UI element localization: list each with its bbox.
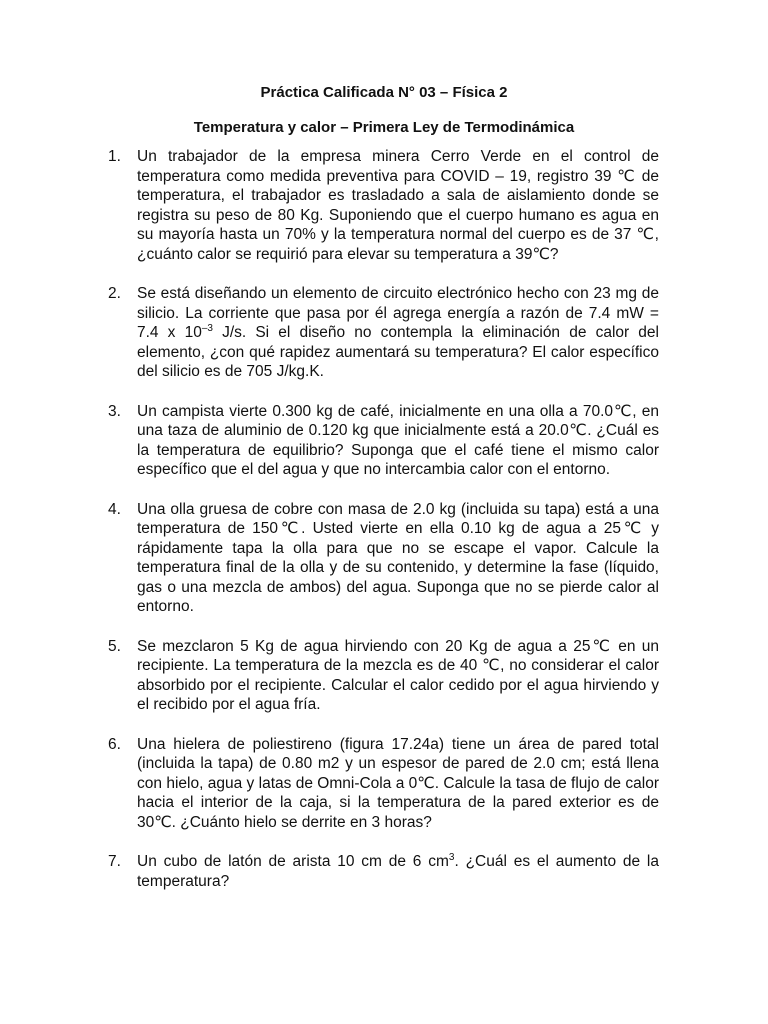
problem-text: Se mezclaron 5 Kg de agua hirviendo con 20 Kg de agua a 25℃ en un recipiente. La temperatura de la mezcla es de 40 ℃, no considerar el calor absorbido por el recipiente. Calcular el calor cedido por el agua hirviendo y el recibido por el agua fría. bbox=[137, 637, 659, 713]
problem-number: 4. bbox=[108, 500, 121, 518]
problem-number: 7. bbox=[108, 853, 121, 870]
problem-text: Una olla gruesa de cobre con masa de 2.0 kg (incluida su tapa) está a una temperatura de 150℃. Usted vierte en ella 0.10 kg de agua a 25℃ y rápidamente tapa la olla para que no se escape el vapor. Calcule la temperatura final de la olla y de su contenido, y determine la fase (líquido, gas o una mezcla de ambos) del agua. Suponga que no se pierde calor al entorno. bbox=[137, 500, 659, 615]
problem-number: 3. bbox=[108, 402, 121, 420]
problem-item-5 bbox=[108, 637, 659, 715]
problem-item-4 bbox=[108, 500, 659, 617]
exponent: 3 bbox=[448, 851, 455, 863]
problem-item-7 bbox=[108, 852, 659, 891]
problem-list bbox=[108, 147, 659, 911]
document-subtitle: Temperatura y calor – Primera Ley de Termodinámica bbox=[193, 119, 575, 136]
problem-item-2 bbox=[108, 284, 659, 382]
problem-text: Una hielera de poliestireno (figura 17.24a) tiene un área de pared total (incluida la tapa) de 0.80 m2 y un espesor de pared de 2.0 cm; está llena con hielo, agua y latas de Omni-Cola a 0℃. Calcule la tasa de flujo de calor hacia el interior de la caja, si la temperatura de la pared exterior es de 30℃. ¿Cuánto hielo se derrite en 3 horas? bbox=[137, 735, 659, 831]
document-title: Práctica Calificada N° 03 – Física 2 bbox=[260, 84, 508, 101]
problem-text: Un trabajador de la empresa minera Cerro Verde en el control de temperatura como medida preventiva para COVID – 19, registro 39 ℃ de temperatura, el trabajador es trasladado a sala de aislamiento donde se registra su peso de 80 Kg. Suponiendo que el cuerpo humano es agua en su mayoría hasta un 70% y la temperatura normal del cuerpo es de 37 ℃, ¿cuánto calor se requirió para elevar su temperatura a 39℃? bbox=[137, 148, 659, 263]
problem-text-part: Se está diseñando un elemento de circuito electrónico hecho con 23 mg de silicio. La corriente que pasa por él agrega energía a razón de 7.4 mW = 7.4 x 10 bbox=[137, 285, 659, 341]
problem-item-6 bbox=[108, 735, 659, 833]
problem-text bbox=[137, 284, 659, 382]
problem-item-3 bbox=[108, 402, 659, 480]
problem-number: 5. bbox=[108, 637, 121, 655]
problem-text: Un campista vierte 0.300 kg de café, inicialmente en una olla a 70.0℃, en una taza de aluminio de 0.120 kg que inicialmente está a 20.0℃. ¿Cuál es la temperatura de equilibrio? Suponga que el café tiene el mismo calor específico que el del agua y que no intercambia calor con el entorno. bbox=[137, 402, 659, 478]
problem-text bbox=[137, 852, 659, 891]
exponent: –3 bbox=[201, 322, 213, 334]
problem-number: 1. bbox=[108, 148, 121, 165]
problem-number: 6. bbox=[108, 735, 121, 753]
problem-text-part: J/s. Si el diseño no contempla la eliminación de calor del elemento, ¿con qué rapidez aumentará su temperatura? El calor específico del silicio es de 705 J/kg.K. bbox=[137, 324, 659, 380]
problem-text-part: Un cubo de latón de arista 10 cm de 6 cm bbox=[137, 853, 449, 870]
problem-number: 2. bbox=[108, 285, 121, 302]
problem-item-1 bbox=[108, 147, 659, 264]
problem-text-part: . ¿Cuál es el aumento de la temperatura? bbox=[137, 853, 659, 890]
